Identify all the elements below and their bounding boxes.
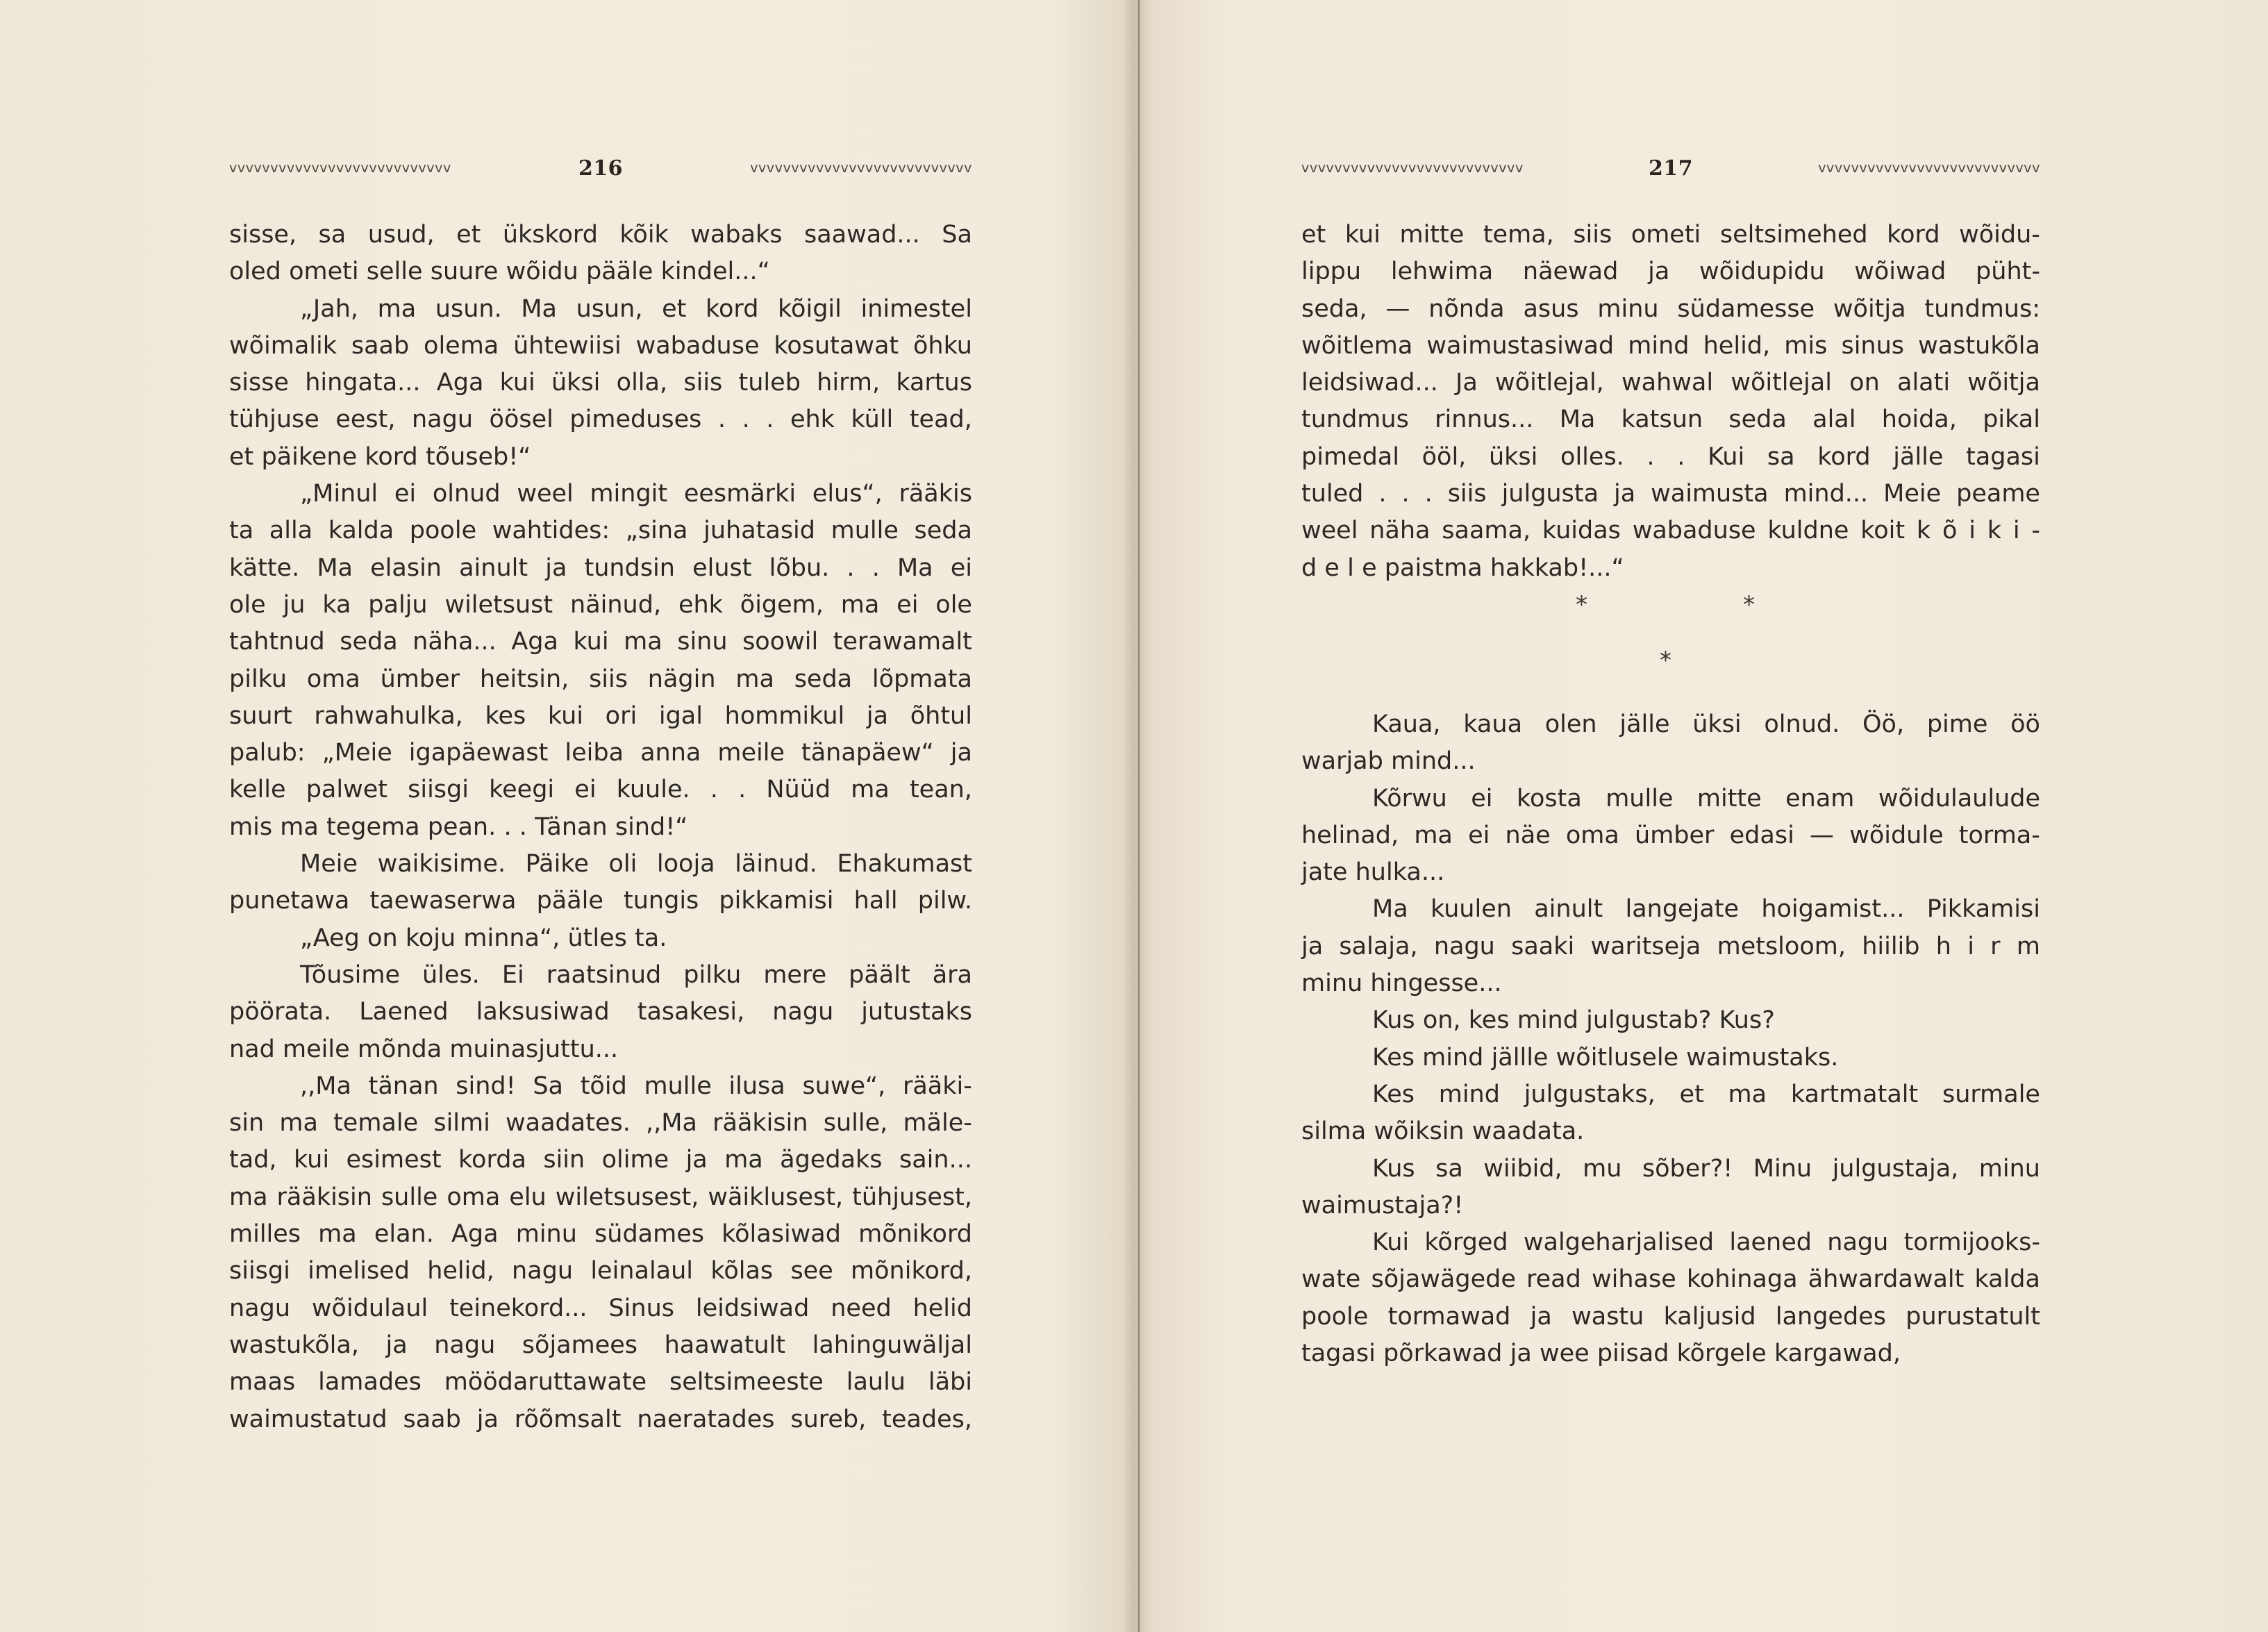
text-line: et päikene kord tõuseb!“ <box>229 442 531 471</box>
text-line: palub: „Meie igapäewast leiba anna meile tänapäew“ ja <box>229 739 972 767</box>
text-line: sisse, sa usud, et ükskord kõik wabaks saawad... Sa <box>229 221 972 249</box>
text-line: sin ma temale silmi waadates. ,,Ma rääkisin sulle, mäle- <box>229 1109 972 1138</box>
section-separator <box>1301 587 2040 698</box>
right-page-text <box>1301 217 2040 1372</box>
text-line: Tõusime üles. Ei raatsinud pilku mere päält ära <box>300 960 972 989</box>
text-line: tundmus rinnus... Ma katsun seda alal hoida, pikal <box>1301 406 2040 434</box>
text-line: wõimalik saab olema ühtewiisi wabaduse kosutawat õhku <box>229 331 972 360</box>
text-line: minu hingesse... <box>1301 969 1502 998</box>
text-line: tagasi põrkawad ja wee piisad kõrgele kargawad, <box>1301 1340 1901 1368</box>
text-line: ja salaja, nagu saaki waritseja metsloom, hiilib h i r m <box>1301 932 2040 960</box>
text-line: seda, — nõnda asus minu südamesse wõitja tundmus: <box>1301 294 2040 323</box>
separator-asterisk: * <box>1660 646 1671 674</box>
text-line: Kes mind jällle wõitlusele waimustaks. <box>1372 1043 1839 1072</box>
text-line: Kõrwu ei kosta mulle mitte enam wõidulaulude <box>1372 784 2040 813</box>
separator-asterisk: * <box>1576 590 1587 619</box>
left-page <box>229 0 972 1632</box>
text-line: warjab mind... <box>1301 747 1476 776</box>
text-line: maas lamades möödaruttawate seltsimeeste laulu läbi <box>229 1368 972 1397</box>
text-line: helinad, ma ei näe oma ümber edasi — wõidule torma- <box>1301 821 2040 849</box>
text-line: pimedal ööl, üksi olles. . . Kui sa kord jälle tagasi <box>1301 442 2040 471</box>
text-line: „Aeg on koju minna“, ütles ta. <box>300 924 667 952</box>
text-line: tad, kui esimest korda siin olime ja ma ägedaks sain... <box>229 1146 972 1174</box>
text-line: tahtnud seda näha... Aga kui ma sinu soowil terawamalt <box>229 628 972 656</box>
text-line: wõitlema waimustasiwad mind helid, mis sinus wastukõla <box>1301 331 2040 360</box>
text-line: silma wõiksin waadata. <box>1301 1117 1585 1146</box>
right-text-bottom <box>1301 706 2040 1372</box>
text-line: nagu wõidulaul teinekord... Sinus leidsiwad need helid <box>229 1294 972 1322</box>
text-line: jate hulka... <box>1301 858 1445 887</box>
text-line: leidsiwad... Ja wõitlejal, wahwal wõitlejal on alati wõitja <box>1301 369 2040 397</box>
text-line: et kui mitte tema, siis ometi seltsimehed kord wõidu- <box>1301 221 2040 249</box>
text-line: wastukõla, ja nagu sõjamees haawatult lahinguwäljal <box>229 1331 972 1359</box>
separator-asterisk: * <box>1743 590 1755 619</box>
text-line: Kes mind julgustaks, et ma kartmatalt surmale <box>1372 1080 2040 1108</box>
text-line: ole ju ka palju wiletsust näinud, ehk õigem, ma ei ole <box>229 590 972 619</box>
text-line: Kui kõrged walgeharjalised laened nagu tormijooks- <box>1372 1229 2040 1257</box>
text-line: kätte. Ma elasin ainult ja tundsin elust lõbu. . . Ma ei <box>229 553 972 582</box>
text-line: tühjuse eest, nagu öösel pimeduses . . . ehk küll tead, <box>229 406 972 434</box>
text-line: suurt rahwahulka, kes kui ori igal hommikul ja õhtul <box>229 701 972 730</box>
text-line: mis ma tegema pean. . . Tänan sind!“ <box>229 813 688 841</box>
text-line: pilku oma ümber heitsin, siis nägin ma seda lõpmata <box>229 665 972 693</box>
text-line: waimustaja?! <box>1301 1191 1464 1219</box>
text-line: „Minul ei olnud weel mingit eesmärki elus“, rääkis <box>300 480 972 508</box>
left-page-number: 216 <box>578 156 624 181</box>
left-running-head <box>229 154 972 182</box>
text-line: weel näha saama, kuidas wabaduse kuldne koit k õ i k i - <box>1301 517 2040 545</box>
right-page <box>1301 0 2040 1632</box>
text-line: nad meile mõnda muinasjuttu... <box>229 1035 619 1063</box>
text-line: oled ometi selle suure wõidu pääle kindel...“ <box>229 258 770 286</box>
text-line: Kaua, kaua olen jälle üksi olnud. Öö, pime öö <box>1372 710 2040 738</box>
right-page-number: 217 <box>1648 156 1694 181</box>
text-line: sisse hingata... Aga kui üksi olla, siis tuleb hirm, kartus <box>229 369 972 397</box>
text-line: punetawa taewaserwa pääle tungis pikkamisi hall pilw. <box>229 887 972 915</box>
text-line: Meie waikisime. Päike oli looja läinud. Ehakumast <box>300 850 972 879</box>
text-line: wate sõjawägede read wihase kohinaga ähwardawalt kalda <box>1301 1265 2040 1294</box>
text-line: ,,Ma tänan sind! Sa tõid mulle ilusa suwe“, rääki- <box>300 1072 972 1100</box>
text-line: Ma kuulen ainult langejate hoigamist... Pikkamisi <box>1372 895 2040 924</box>
text-line: d e l e paistma hakkab!...“ <box>1301 553 1624 582</box>
text-line: lippu lehwima näewad ja wõidupidu wõiwad püht- <box>1301 258 2040 286</box>
text-line: ma rääkisin sulle oma elu wiletsusest, wäiklusest, tühjusest, <box>229 1183 972 1211</box>
text-line: siisgi imelised helid, nagu leinalaul kõlas see mõnikord, <box>229 1257 972 1285</box>
book-gutter <box>1137 0 1140 1632</box>
text-line: tuled . . . siis julgusta ja waimusta mind... Meie peame <box>1301 480 2040 508</box>
text-line: poole tormawad ja wastu kaljusid langedes purustatult <box>1301 1302 2040 1331</box>
text-line: waimustatud saab ja rõõmsalt naeratades sureb, teades, <box>229 1405 972 1433</box>
right-head-ornament-left: vvvvvvvvvvvvvvvvvvvvvvvvvvv <box>1301 160 1524 176</box>
right-text-top <box>1301 217 2040 587</box>
right-head-ornament-right: vvvvvvvvvvvvvvvvvvvvvvvvvvv <box>1818 160 2040 176</box>
text-line: Kus sa wiibid, mu sõber?! Minu julgustaja, minu <box>1372 1154 2040 1183</box>
text-line: „Jah, ma usun. Ma usun, et kord kõigil inimestel <box>300 294 972 323</box>
left-head-ornament-left: vvvvvvvvvvvvvvvvvvvvvvvvvvv <box>229 160 451 176</box>
text-line: pöörata. Laened laksusiwad tasakesi, nagu jutustaks <box>229 998 972 1026</box>
text-line: ta alla kalda poole wahtides: „sina juhatasid mulle seda <box>229 517 972 545</box>
left-head-ornament-right: vvvvvvvvvvvvvvvvvvvvvvvvvvv <box>750 160 972 176</box>
text-line: kelle palwet siisgi keegi ei kuule. . . Nüüd ma tean, <box>229 776 972 804</box>
text-line: milles ma elan. Aga minu südames kõlasiwad mõnikord <box>229 1220 972 1249</box>
text-line: Kus on, kes mind julgustab? Kus? <box>1372 1006 1775 1035</box>
right-running-head <box>1301 154 2040 182</box>
left-page-text <box>229 217 972 1438</box>
